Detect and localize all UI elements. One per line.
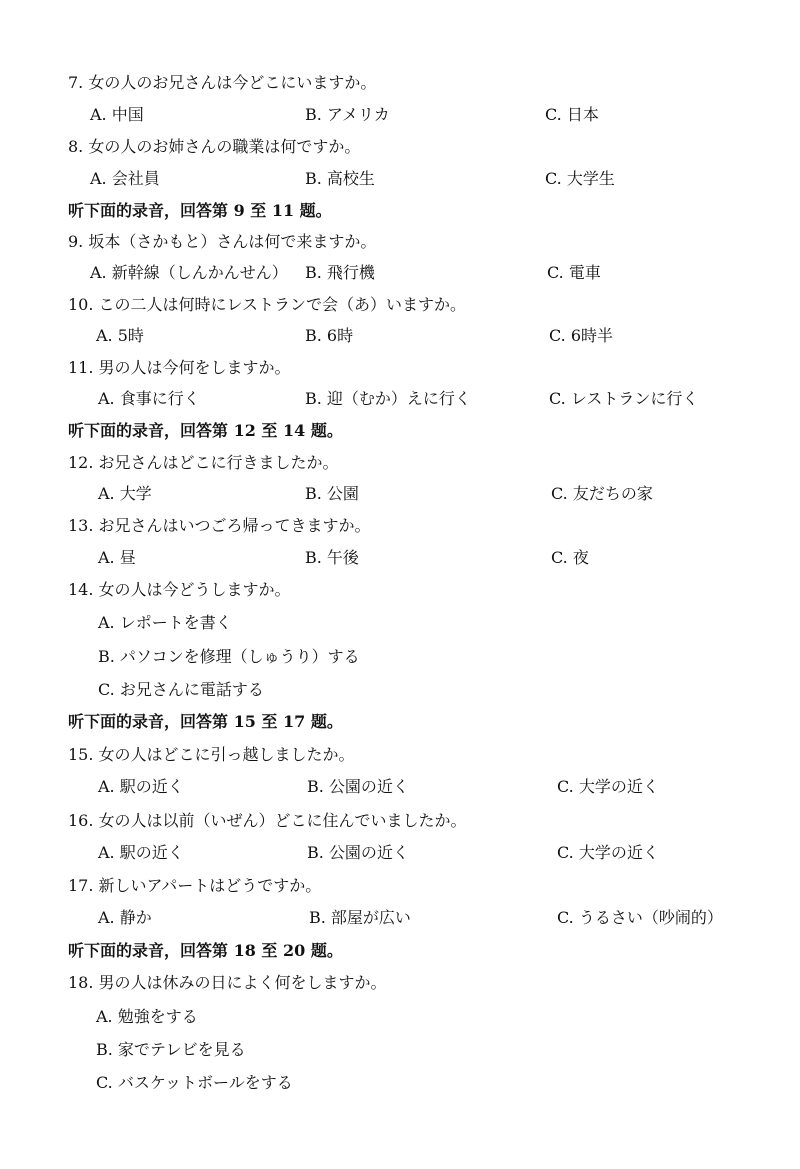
q18-option-a: A. 勉強をする <box>96 1007 198 1026</box>
q7-option-a: A. 中国 <box>90 105 144 124</box>
q10-option-b: B. 6時 <box>305 326 354 345</box>
q8-option-b: B. 高校生 <box>305 169 375 188</box>
question-11: 11. 男の人は今何をしますか。 <box>68 358 291 377</box>
q11-option-a: A. 食事に行く <box>98 389 200 408</box>
q15-option-b: B. 公園の近く <box>307 777 409 796</box>
q12-option-b: B. 公園 <box>305 484 359 503</box>
q17-option-b: B. 部屋が広い <box>309 908 411 927</box>
q16-option-a: A. 駅の近く <box>98 843 184 862</box>
q18-option-c: C. バスケットボールをする <box>96 1073 293 1092</box>
question-16: 16. 女の人は以前（いぜん）どこに住んでいましたか。 <box>68 811 467 830</box>
q15-option-c: C. 大学の近く <box>557 777 659 796</box>
q17-option-c: C. うるさい（吵闹的） <box>557 908 723 927</box>
q12-option-a: A. 大学 <box>98 484 152 503</box>
q9-option-c: C. 電車 <box>547 263 601 282</box>
question-12: 12. お兄さんはどこに行きましたか。 <box>68 453 339 472</box>
q10-option-c: C. 6時半 <box>549 326 614 345</box>
listening-instruction-18-20: 听下面的录音，回答第 18 至 20 题。 <box>68 941 343 960</box>
question-14: 14. 女の人は今どうしますか。 <box>68 580 291 599</box>
q14-option-b: B. パソコンを修理（しゅうり）する <box>98 647 360 666</box>
q13-option-a: A. 昼 <box>98 548 136 567</box>
question-13: 13. お兄さんはいつごろ帰ってきますか。 <box>68 516 371 535</box>
q13-option-b: B. 午後 <box>305 548 359 567</box>
q11-option-c: C. レストランに行く <box>549 389 699 408</box>
listening-instruction-12-14: 听下面的录音，回答第 12 至 14 题。 <box>68 421 343 440</box>
q9-option-b: B. 飛行機 <box>305 263 375 282</box>
q15-option-a: A. 駅の近く <box>98 777 184 796</box>
q9-option-a: A. 新幹線（しんかんせん） <box>90 263 288 282</box>
question-8: 8. 女の人のお姉さんの職業は何ですか。 <box>68 137 361 156</box>
q7-option-c: C. 日本 <box>545 105 599 124</box>
q7-option-b: B. アメリカ <box>305 105 390 124</box>
q11-option-b: B. 迎（むか）えに行く <box>305 389 471 408</box>
q17-option-a: A. 静か <box>98 908 152 927</box>
q14-option-c: C. お兄さんに電話する <box>98 680 264 699</box>
question-7: 7. 女の人のお兄さんは今どこにいますか。 <box>68 73 377 92</box>
question-18: 18. 男の人は休みの日によく何をしますか。 <box>68 973 387 992</box>
q10-option-a: A. 5時 <box>96 326 144 345</box>
listening-instruction-9-11: 听下面的录音，回答第 9 至 11 题。 <box>68 201 332 220</box>
q13-option-c: C. 夜 <box>551 548 589 567</box>
q12-option-c: C. 友だちの家 <box>551 484 653 503</box>
q8-option-a: A. 会社員 <box>90 169 160 188</box>
question-15: 15. 女の人はどこに引っ越しましたか。 <box>68 745 355 764</box>
question-10: 10. この二人は何時にレストランで会（あ）いますか。 <box>68 295 467 314</box>
q16-option-c: C. 大学の近く <box>557 843 659 862</box>
q16-option-b: B. 公園の近く <box>307 843 409 862</box>
q14-option-a: A. レポートを書く <box>98 613 232 632</box>
listening-instruction-15-17: 听下面的录音，回答第 15 至 17 题。 <box>68 712 343 731</box>
q18-option-b: B. 家でテレビを見る <box>96 1040 246 1059</box>
question-17: 17. 新しいアパートはどうですか。 <box>68 876 322 895</box>
q8-option-c: C. 大学生 <box>545 169 615 188</box>
question-9: 9. 坂本（さかもと）さんは何で来ますか。 <box>68 232 377 251</box>
